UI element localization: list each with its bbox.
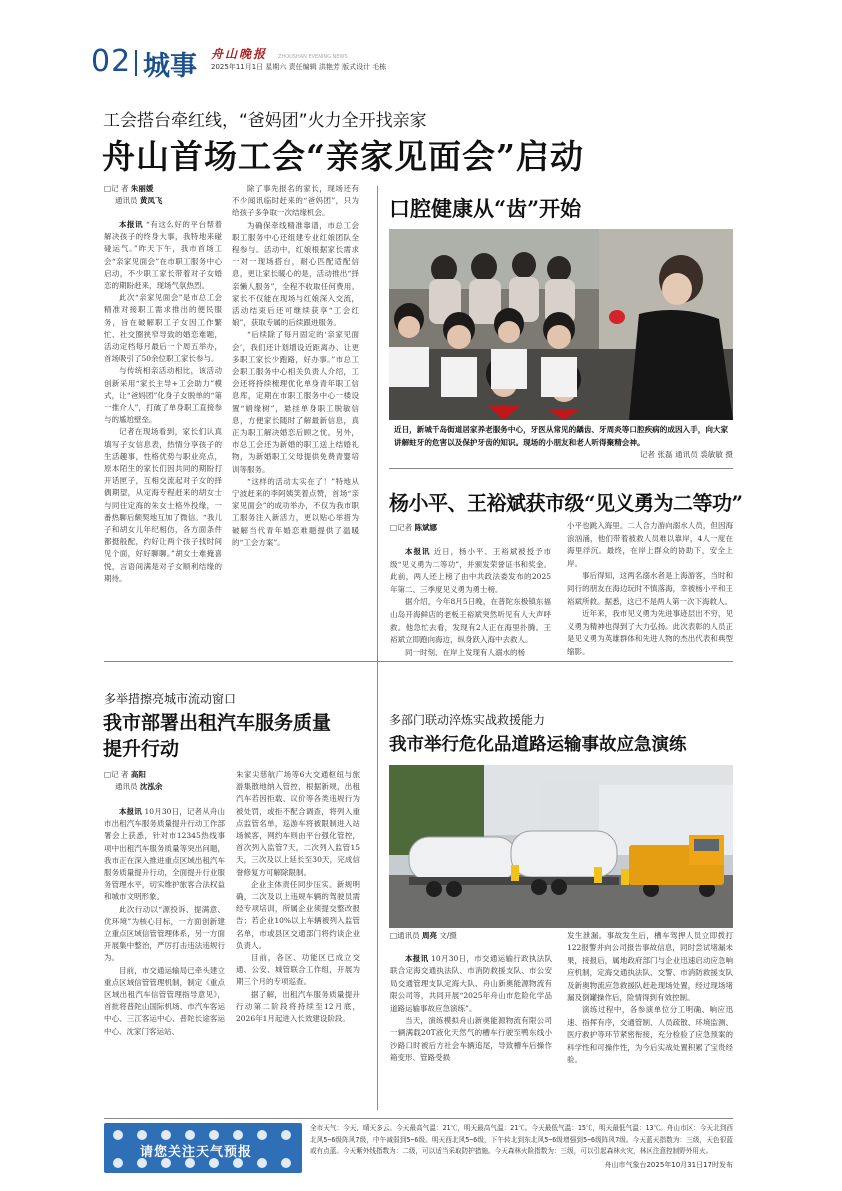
weather-source: 舟山市气象台2025年10月31日17时发布: [604, 1161, 733, 1169]
article4-subtitle: 多举措擦亮城市流动窗口: [104, 692, 237, 706]
article4-column2: 朱家尖慈航广场等6大交通枢纽与旅游集散地纳入管控，根据新规，出租汽车若因拒载、议价等各类违规行为被处罚，或拒不配合调查，将列入重点监管名单，巡游车将被限制进入站场候客，网约车则由平台强化管控，首次列入监管7天，二次列入监管15天，三次及以上延长至30天，完成信誉修复方可解除限制。 企业主体责任同步压实。新规明确，二次及以上违规车辆的驾驶员需经专项培训，所属企业须提交整改报告；若企业10%以上车辆被列入监管名单，市或县区交通部门将约谈企业负责人。 目前，各区、功能区已成立交通、公安、城管联合工作组，开展为期三个月的专项巡查。 据了解，出租汽车服务质量提升行动第二阶段将持续至12月底，2026年1月起进入长效建设阶段。: [236, 770, 360, 1024]
article1-author1: 朱丽媛: [130, 184, 154, 193]
page-header: [88, 42, 788, 82]
article4-author2: 沈泓余: [139, 782, 163, 791]
article1-author2: 黄凤飞: [139, 196, 163, 205]
article1-column1: 本报讯 “有这么好的平台帮着解决孩子的终身大事，我特地来碰碰运气。”昨天下午，我市首场工会“亲家见面会”在市职工服务中心启动，不少职工家长带着对子女婚恋的期盼赶来，现场气氛热烈。 此次“亲家见面会”是市总工会精准对接职工需求推出的便民服务，旨在破解职工子女因工作繁忙、社交圈狭窄导致的婚恋难题，活动定档每月最后一个周五举办，首场吸引了50余位职工家长参与。 与传统相亲活动相比，该活动创新采用“家长主导+工会助力”模式，让“爸妈团”化身子女脱单的“第一推介人”，打破了单身职工直接参与的尴尬壁垒。 记者在现场看到，家长们认真填写子女信息表，热情分享孩子的生活趣事，性格优势与职业亮点，原本陌生的家长们因共同的期盼打开话匣子，互相交流起对子女的择偶期望，从定海专程赶来的胡女士与同住定海的朱女士格外投缘，一番热聊后颇契地互加了微信。“我儿子和胡女儿年纪相仿，各方面条件都挺般配，约好让两个孩子找时间见个面，好好聊聊。”胡女士难掩喜悦，言语间满是对子女顺利结缘的期待。: [104, 220, 222, 583]
tanker-drill-photo: [389, 765, 733, 928]
article4-byline: □记 者 高阳 通讯员 沈泓余: [104, 770, 163, 791]
article4-column1: 本报讯 10月30日，记者从舟山市出租汽车服务质量提升行动工作部署会上获悉，针对市12345热线事项中出租汽车服务质量等突出问题，我市正在深入推进重点区域出租汽车服务质量提升行动，全面提升行业服务管理水平，切实维护旅客合法权益和城市文明形象。 此次行动以“源投诉、提满意、优环境”为核心目标，一方面创新建立重点区域信管管理体系，另一方面开展集中整治，严厉打击违法违规行为。 目前，市交通运输局已牵头建立重点区域信管管理机制，制定《重点区域出租汽车信管管理指导意见》，首批将普陀山国际机场、市汽车客运中心、三江客运中心、普陀长途客运中心、沈家门客运站、: [104, 807, 225, 1036]
article3-title: 杨小平、王裕斌获市级“见义勇为二等功”: [389, 491, 743, 515]
article3-column2: 小平也跳入海里。二人合力游向溺水人员，但因海浪汹涌，他们带着被救人员难以靠岸，4人一度在海里浮沉。最终，在岸上群众的协助下，安全上岸。 事后得知，这两名溺水者是上海游客，当时和同行的朋友在海边玩时不慎落海，幸被杨小平和王裕斌所救。据悉，这已不是两人第一次下海救人。 近年来，我市见义勇为先进事迹层出不穷，见义勇为精神也得到了大力弘扬。此次表彰的人员正是见义勇为英雄群体和先进人物的杰出代表和典型缩影。: [567, 521, 733, 656]
article2-rule: [389, 468, 733, 469]
article4-author1: 高阳: [130, 770, 146, 779]
column-divider: [377, 186, 378, 1110]
article1-title: 舟山首场工会“亲家见面会”启动: [102, 137, 584, 176]
article1-column2: 除了事先报名的家长，现场还有不少闻讯临时赶来的“爸妈团”，只为给孩子多争取一次结缘机会。 为确保牵线精准靠谱，市总工会职工服务中心还组建专业红娘团队全程参与。活动中，红娘根据家长需求一对一现场搭台，耐心匹配适配信息，更让家长暖心的是，活动推出“择亲懒人服务”，全程不收取任何费用。家长不仅能在现场与红娘深入交流，活动结束后还可继续获享“工会红娘”，获取专属的后续跟进服务。 “后续除了每月固定的‘亲家见面会’，我们还计划增设近距离办、让更多职工家长少跑路，好办事。”市总工会职工服务中心相关负责人介绍，工会还将持续梳理优化单身青年职工信息库，定期在市职工服务中心一楼设置“娟缘树”，悬挂单身职工脱敏信息，方便家长随时了解最新信息，真正为职工解决婚恋后顾之忧。另外，市总工会还为新婚的职工送上结婚礼物，为新婚职工父母提供免费青婴培训等服务。 “这样的活动太实在了！”特地从宁波赶来的李阿姨笑着点赞，首场“亲家见面会”的成功举办，不仅为我市职工服务注入新活力，更以贴心举措为破解当代青年婚恋难题提供了温暖的“工会方案”。: [232, 184, 359, 547]
article2-title: 口腔健康从“齿”开始: [389, 196, 582, 221]
article3-lead: 本报讯: [405, 547, 431, 556]
article5-column2: 发生泄漏。事故发生后，槽车驾押人员立即拨打122报警并向公司报告事故信息，同时尝试堵漏未果，接报后，属地政府部门与企业迅速启动应急响应机制，定海交通执法队、交警、市消防救援支队及新奥物流应急救援队赶赴现场处置，经过现场堵漏及倒罐操作后，险情得到有效控制。 演练过程中，各参演单位分工明确、响应迅速、指挥有序，交通管制、人员疏散、环境监测、医疗救护等环节紧密衔接，充分检验了应急预案的科学性和可操作性，为今后实战处置积累了宝贵经验。: [567, 931, 733, 1065]
weather-forecast-text: 全市天气：今天，晴天多云。今天最高气温：21℃，明天最高气温：21℃。今天最低气温：15℃，明天最低气温：13℃。舟山市区：今天北到西北风5~6级阵风7级，中午减弱到5~6级。明天西北风5~6级，下午转北到东北风5~6级增强到5~6级阵风7级。今天蓝天指数为：三级，天色很蓝或有点蓝。今天紫外线指数为：二级，可以适当采取防护措施。今天森林火险指数为：三级，可以引起森林火灾，林区注意控制野外用火。: [310, 1124, 733, 1156]
article1-byline: □记 者 朱丽媛 通讯员 黄凤飞: [104, 184, 163, 205]
article5-subtitle: 多部门联动淬炼实战救援能力: [389, 713, 546, 727]
article2-photo: [389, 229, 733, 420]
article5-photo: [389, 765, 733, 928]
paper-name: 舟山晚报: [211, 47, 268, 61]
page-number: 02: [91, 44, 132, 79]
article1-lead: 本报讯: [119, 220, 144, 229]
article1-subtitle: 工会搭台牵红线，“爸妈团”火力全开找亲家: [103, 111, 427, 131]
header-divider: [135, 50, 137, 76]
weather-banner: [104, 1123, 302, 1173]
article4-lead: 本报讯: [119, 807, 142, 816]
header-meta: 2025年11月1日 星期六 责任编辑 洪艳芳 版式设计 毛栋: [211, 63, 387, 71]
article5-byline: □通讯员 周亮 文/摄: [390, 931, 457, 940]
paper-name-en: ZHOUSHAN EVENING NEWS: [278, 54, 348, 60]
article5-author: 周亮: [421, 931, 437, 940]
article3-byline: □记者 陈斌娜: [390, 523, 437, 532]
article5-lead: 本报讯: [405, 954, 429, 963]
article5-column1: 本报讯 10月30日，市交通运输行政执法队联合定海交通执法队、市消防救援支队、市公安局交通管理支队定海大队、舟山新奥能源物流有限公司等，共同开展“2025年舟山市危险化学品道路运输事故应急演练”。 当天，演练模拟舟山新奥能源物流有限公司一辆满载20T液化天然气的槽车行驶至鸭东线小沙路口时被后方社会车辆追尾，导致槽车后操作箱变形、管路受损: [390, 954, 552, 1063]
article3-author: 陈斌娜: [414, 523, 437, 532]
article2-credit: 记者 张磊 通讯员 裘敏敏 摄: [639, 450, 733, 459]
weather-banner-text: 请您关注天气预报: [140, 1145, 253, 1160]
article2-caption: 近日，新城千岛街道居家养老服务中心，牙医从常见的龋齿、牙周炎等口腔疾病的成因入手，向大家讲解蛀牙的危害以及保护牙齿的知识。现场的小朋友和老人听得聚精会神。: [394, 425, 729, 447]
section-title: 城事: [143, 51, 197, 82]
weather-panel: [104, 1118, 733, 1174]
article3-column1: 本报讯 近日，杨小平、王裕斌被授予市级“见义勇为二等功”，并颁发荣誉证书和奖金。此前，两人还上榜了由中共政法委发布的2025年第二、三季度见义勇为勇士榜。 据介绍，今年8月5日晚，在普陀东极镇东福山岛开海鲜店的老板王裕斌突然听见有人大声呼救。他急忙去看，发现有2人正在海里扑腾。王裕斌立即跑向海边，纵身跃入海中去救人。 同一时刻，在岸上发现有人溺水的杨: [390, 547, 551, 656]
mid-rule: [104, 661, 733, 662]
article5-title: 我市举行危化品道路运输事故应急演练: [389, 735, 687, 755]
dental-class-photo: [389, 229, 733, 420]
article4-title: 我市部署出租汽车服务质量 提升行动: [103, 712, 332, 760]
